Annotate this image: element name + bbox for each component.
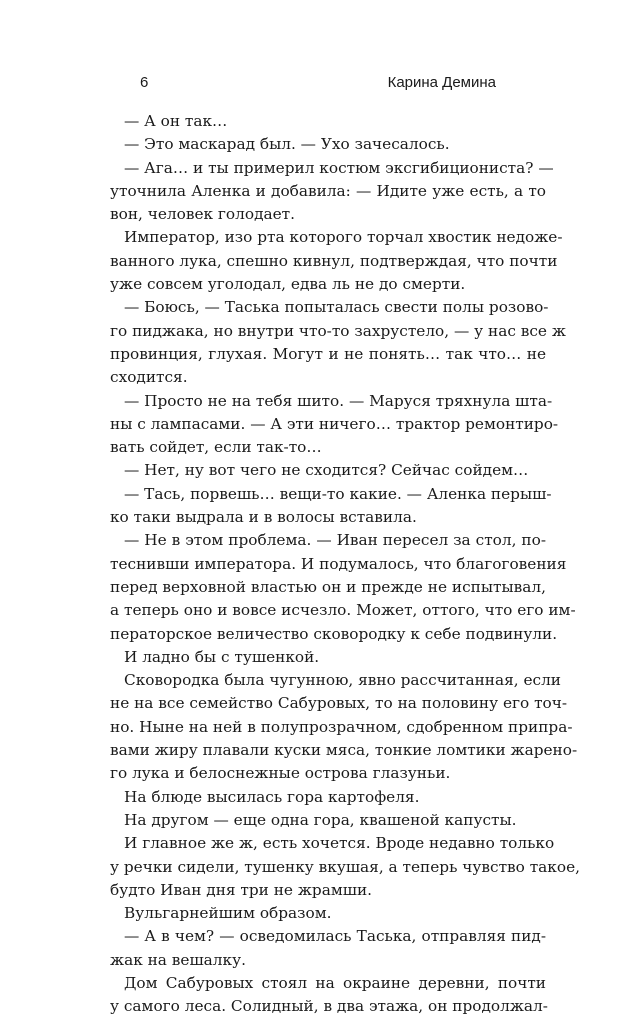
text-line: а теперь оно и вовсе исчезло. Может, оттого, что его им- <box>110 601 576 620</box>
text-line: теснивши императора. И подумалось, что благоговения <box>110 554 567 573</box>
text-line: сходится. <box>110 368 188 387</box>
body-text <box>110 110 580 1019</box>
text-line: перед верховной властью он и прежде не испытывал, <box>110 577 546 596</box>
paragraph <box>110 296 566 389</box>
text-line: — Это маскарад был. — Ухо зачесалось. <box>124 135 450 154</box>
text-line: уже совсем уголодал, едва ль не до смерти. <box>110 275 466 294</box>
text-line: И ладно бы с тушенкой. <box>124 647 320 666</box>
text-line: Сковородка была чугунною, явно рассчитанная, если <box>124 671 561 690</box>
text-line: вами жиру плавали куски мяса, тонкие ломтики жарено- <box>110 741 578 760</box>
text-line: вон, человек голодает. <box>110 205 295 224</box>
text-line: будто Иван дня три не жрамши. <box>110 880 373 899</box>
text-line: Вульгарнейшим образом. <box>124 904 332 923</box>
text-line: — Боюсь, — Таська попыталась свести полы розово- <box>124 298 549 317</box>
text-line: — Тась, порвешь… вещи-то какие. — Аленка перыш- <box>124 484 552 503</box>
paragraph <box>110 390 559 460</box>
text-line: ванного лука, спешно кивнул, подтверждая, что почти <box>110 251 558 270</box>
text-line: Дом Сабуровых стоял на окраине деревни, почти <box>124 973 546 992</box>
text-line: го лука и белоснежные острова глазуньи. <box>110 764 451 783</box>
paragraph <box>110 925 546 972</box>
text-line: — Не в этом проблема. — Иван пересел за стол, по- <box>124 531 546 550</box>
paragraph <box>110 646 546 669</box>
text-line: вать сойдет, если так-то… <box>110 438 322 457</box>
paragraph <box>110 902 546 925</box>
text-line: — Просто не на тебя шито. — Маруся тряхнула шта- <box>124 391 553 410</box>
paragraph <box>110 483 552 530</box>
text-line: жак на вешалку. <box>110 950 246 969</box>
paragraph <box>110 133 546 156</box>
page-number: 6 <box>140 74 149 91</box>
text-line: го пиджака, но внутри что-то захрустело, — у нас все ж <box>110 321 566 340</box>
paragraph <box>110 529 576 645</box>
paragraph <box>110 786 546 809</box>
text-line: провинция, глухая. Могут и не понять… так что… не <box>110 344 546 363</box>
text-line: — А он так… <box>124 112 228 130</box>
text-line: у самого леса. Солидный, в два этажа, он продолжал- <box>110 997 548 1016</box>
text-line: — А в чем? — осведомилась Таська, отправляя пид- <box>124 927 546 946</box>
text-line: у речки сидели, тушенку вкушая, а теперь чувство такое, <box>110 857 580 876</box>
paragraph <box>110 110 546 133</box>
text-line: ко таки выдрала и в волосы вставила. <box>110 508 417 527</box>
paragraph <box>110 459 546 482</box>
text-line: — Ага… и ты примерил костюм эксгибициониста? — <box>124 158 554 177</box>
paragraph <box>110 669 578 785</box>
text-line: не на все семейство Сабуровых, то на половину его точ- <box>110 694 568 713</box>
text-line: На другом — еще одна гора, квашеной капусты. <box>124 810 517 829</box>
text-line: ператорское величество сковородку к себе подвинули. <box>110 624 558 643</box>
paragraph <box>110 832 580 902</box>
paragraph <box>110 226 563 296</box>
text-line: Император, изо рта которого торчал хвостик недоже- <box>124 228 563 247</box>
text-line: уточнила Аленка и добавила: — Идите уже есть, а то <box>110 181 546 200</box>
paragraph <box>110 972 546 1019</box>
text-line: но. Ныне на ней в полупрозрачном, сдобренном припра- <box>110 717 573 736</box>
text-line: На блюде высилась гора картофеля. <box>124 787 420 806</box>
paragraph <box>110 809 546 832</box>
page-header <box>138 71 496 95</box>
paragraph <box>110 157 554 227</box>
text-line: — Нет, ну вот чего не сходится? Сейчас сойдем… <box>124 461 529 480</box>
text-line: И главное же ж, есть хочется. Вроде недавно только <box>124 834 555 853</box>
text-line: ны с лампасами. — А эти ничего… трактор ремонтиро- <box>110 414 559 433</box>
running-head-author: Карина Демина <box>387 74 496 91</box>
